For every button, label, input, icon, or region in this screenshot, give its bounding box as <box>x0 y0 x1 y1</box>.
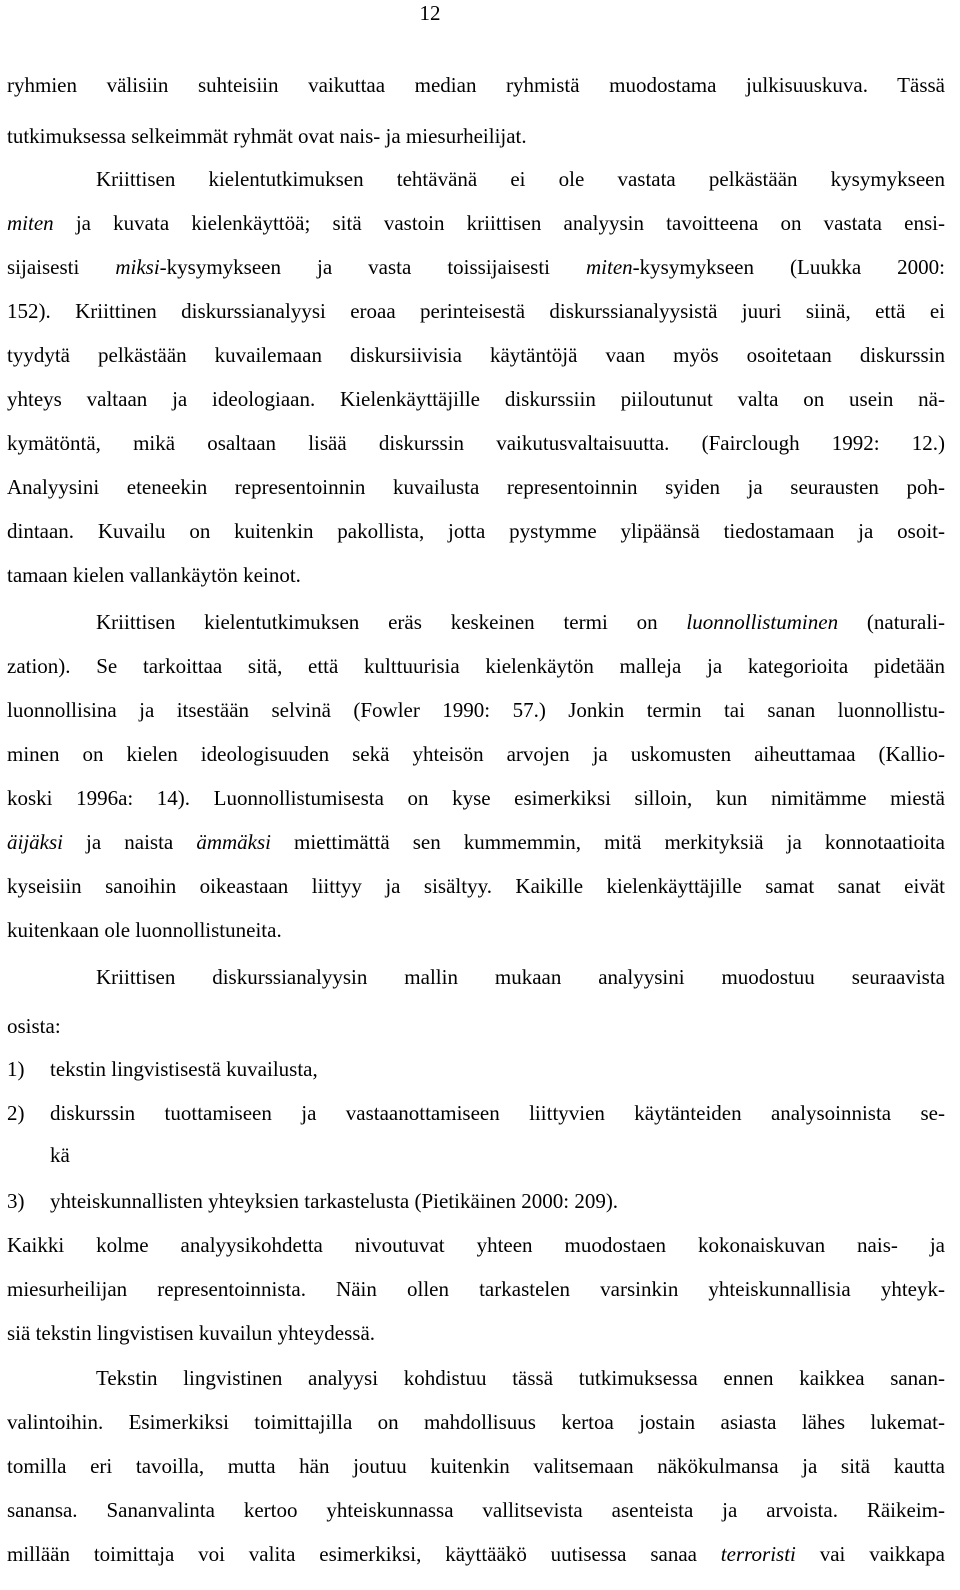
term-aijaksi: äijäksi <box>7 830 63 854</box>
paragraph-6-line-2: valintoihin. Esimerkiksi toimittajilla on mahdollisuus kertoa jostain asiasta lähes lukemat- <box>7 1410 945 1434</box>
paragraph-6-line-1: Tekstin lingvistinen analyysi kohdistuu tässä tutkimuksessa ennen kaikkea sanan- <box>96 1366 945 1390</box>
paragraph-6-line-5: millään toimittaja voi valita esimerkiksi, käyttääkö uutisessa sanaa terroristi vai vaikkapa <box>7 1542 945 1566</box>
list-item-number: 1) <box>7 1057 25 1081</box>
paragraph-5-line-2: miesurheilijan representoinnista. Näin ollen tarkastelen varsinkin yhteiskunnallisia yhteyk- <box>7 1277 945 1301</box>
paragraph-3-line-8: kuitenkaan ole luonnollistuneita. <box>7 918 282 942</box>
list-item-text-continued: kä <box>50 1143 70 1167</box>
list-item-text: tekstin lingvistisestä kuvailusta, <box>50 1057 318 1081</box>
paragraph-2-line-1: Kriittisen kielentutkimuksen tehtävänä ei ole vastata pelkästään kysymykseen <box>96 167 945 191</box>
paragraph-3-line-7: kyseisiin sanoihin oikeastaan liittyy ja sisältyy. Kaikille kielenkäyttäjille samat sanat eivät <box>7 874 945 898</box>
term-miten: miten <box>7 211 54 235</box>
paragraph-2-line-4: 152). Kriittinen diskurssianalyysi eroaa perinteisestä diskurssianalyysistä juuri siinä, että ei <box>7 299 945 323</box>
list-item-number: 3) <box>7 1189 25 1213</box>
paragraph-1-line-1: ryhmien välisiin suhteisiin vaikuttaa median ryhmistä muodostama julkisuuskuva. Tässä <box>7 73 945 97</box>
paragraph-5-line-1: Kaikki kolme analyysikohdetta nivoutuvat yhteen muodostaen kokonaiskuvan nais- ja <box>7 1233 945 1257</box>
paragraph-3-line-3: luonnollisina ja itsestään selvinä (Fowler 1990: 57.) Jonkin termin tai sanan luonnollistu- <box>7 698 945 722</box>
term-ammaksi: ämmäksi <box>196 830 271 854</box>
paragraph-5-line-3: siä tekstin lingvistisen kuvailun yhteydessä. <box>7 1321 376 1345</box>
paragraph-6-line-3: tomilla eri tavoilla, mutta hän joutuu kuitenkin valitsemaan näkökulmansa ja sitä kautta <box>7 1454 945 1478</box>
paragraph-2-line-7: kymätöntä, mikä osaltaan lisää diskurssin vaikutusvaltaisuutta. (Fairclough 1992: 12.) <box>7 431 945 455</box>
paragraph-2-line-5: tyydytä pelkästään kuvailemaan diskursiivisia käytäntöjä vaan myös osoitetaan diskurssin <box>7 343 945 367</box>
paragraph-3-line-5: koski 1996a: 14). Luonnollistumisesta on kyse esimerkiksi silloin, kun nimitämme miestä <box>7 786 945 810</box>
term-terroristi: terroristi <box>720 1542 796 1566</box>
list-item-text: yhteiskunnallisten yhteyksien tarkastelusta (Pietikäinen 2000: 209). <box>50 1189 619 1213</box>
paragraph-1-line-2: tutkimuksessa selkeimmät ryhmät ovat nais- ja miesurheilijat. <box>7 124 527 148</box>
list-item-text: diskurssin tuottamiseen ja vastaanottamiseen liittyvien käytänteiden analysoinnista se- <box>50 1101 945 1125</box>
page-number: 12 <box>419 1 441 25</box>
paragraph-4-line-1: Kriittisen diskurssianalyysin mallin mukaan analyysini muodostuu seuraavista <box>96 965 945 989</box>
paragraph-2-line-8: Analyysini eteneekin representoinnin kuvailusta representoinnin syiden ja seurausten poh- <box>7 475 945 499</box>
term-luonnollistuminen: luonnollistuminen <box>686 610 839 634</box>
paragraph-3-line-4: minen on kielen ideologisuuden sekä yhteisön arvojen ja uskomusten aiheuttamaa (Kallio- <box>7 742 945 766</box>
term-miksi: miksi <box>115 255 160 279</box>
term-miten-2: miten <box>586 255 633 279</box>
paragraph-2-line-6: yhteys valtaan ja ideologiaan. Kielenkäyttäjille diskurssiin piiloutunut valta on usein nä- <box>7 387 945 411</box>
paragraph-2-line-3: sijaisesti miksi-kysymykseen ja vasta toissijaisesti miten-kysymykseen (Luukka 2000: <box>7 255 945 279</box>
paragraph-2-line-9: dintaan. Kuvailu on kuitenkin pakollista, jotta pystymme ylipäänsä tiedostamaan ja osoit- <box>7 519 945 543</box>
paragraph-3-line-1: Kriittisen kielentutkimuksen eräs keskeinen termi on luonnollistuminen (naturali- <box>96 610 946 634</box>
paragraph-2-line-2: miten ja kuvata kielenkäyttöä; sitä vastoin kriittisen analyysin tavoitteena on vastata ensi- <box>7 211 945 235</box>
paragraph-4-line-2: osista: <box>7 1014 61 1038</box>
paragraph-2-line-10: tamaan kielen vallankäytön keinot. <box>7 563 301 587</box>
list-item-number: 2) <box>7 1101 25 1125</box>
paragraph-3-line-6: äijäksi ja naista ämmäksi miettimättä sen kummemmin, mitä merkityksiä ja konnotaatioita <box>7 830 946 854</box>
paragraph-3-line-2: zation). Se tarkoittaa sitä, että kulttuurisia kielenkäytön malleja ja kategorioita pidetään <box>7 654 945 678</box>
paragraph-6-line-4: sanansa. Sananvalinta kertoo yhteiskunnassa vallitsevista asenteista ja arvoista. Räikeim- <box>7 1498 945 1522</box>
